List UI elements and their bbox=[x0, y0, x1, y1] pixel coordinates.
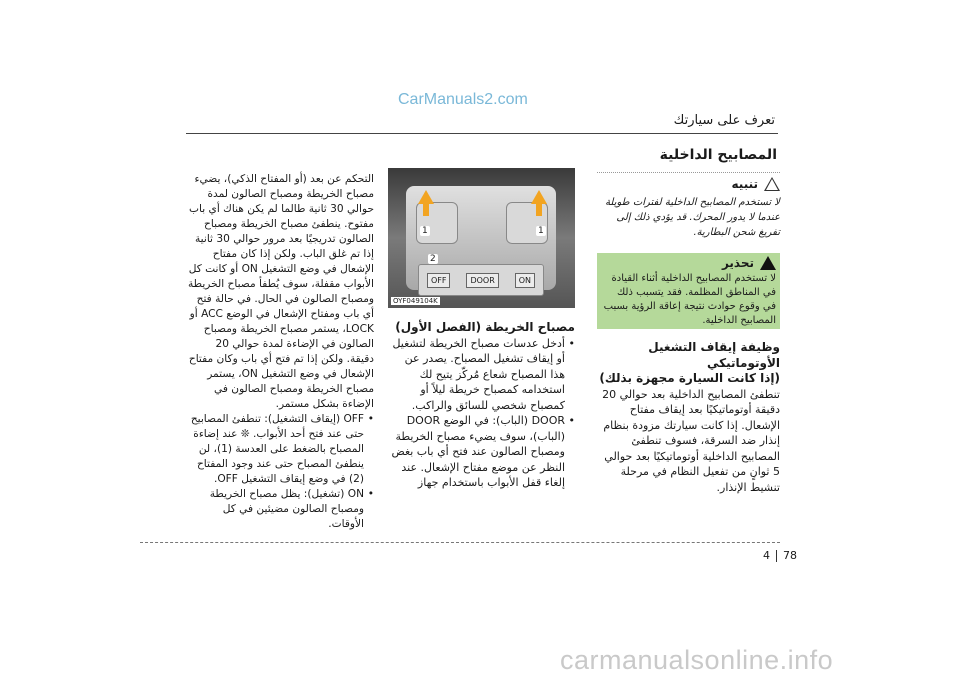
warning-title: تحذير bbox=[721, 256, 754, 270]
lamp-switch bbox=[418, 264, 544, 296]
mode-bullet-off: • OFF (إيقاف التشغيل): تنطفئ المصابيح حتى عند فتح أحد الأبواب. ❊ عند إضاءة المصباح بالضغط على العدسة (1)، لن ينطفئ المصباح حتى عند وجود المفتاح (2) في وضع إيقاف التشغيل OFF. bbox=[186, 412, 364, 487]
auto-off-subtitle-line2: (إذا كانت السيارة مجهزة بذلك) bbox=[599, 371, 780, 385]
callout-lens-left: 1 bbox=[422, 226, 428, 236]
callout-switch: 2 bbox=[430, 254, 436, 264]
warning-triangle-icon bbox=[760, 256, 776, 270]
switch-on: ON bbox=[515, 273, 535, 288]
mode-bullets bbox=[186, 412, 374, 532]
watermark-top: CarManuals2.com bbox=[398, 91, 528, 108]
left-column bbox=[186, 172, 374, 532]
arrow-up-icon bbox=[531, 190, 547, 204]
section-title: المصابيح الداخلية bbox=[659, 147, 777, 163]
page-number-value: 78 bbox=[783, 549, 797, 562]
auto-off-subtitle-line1: وظيفة إيقاف التشغيل الأوتوماتيكي bbox=[648, 340, 780, 370]
caution-triangle-icon bbox=[764, 177, 780, 191]
switch-off: OFF bbox=[427, 273, 451, 288]
callout-lens-right: 1 bbox=[538, 226, 544, 236]
map-lamp-photo bbox=[388, 168, 575, 308]
footer-rule bbox=[140, 542, 780, 543]
switch-door: DOOR bbox=[466, 273, 498, 288]
map-lamp-bullet-lens: • أدخل عدسات مصباح الخريطة لتشغيل أو إيقاف تشغيل المصباح. يصدر عن هذا المصباح شعاع مُركّز يتيح لك استخدامه كمصباح خريطة ليلاً أو كمصباح شخصي للسائق والراكب. bbox=[388, 336, 565, 414]
arrow-stem bbox=[423, 204, 429, 216]
map-lamp-bullet-door: • DOOR (الباب): في الوضع DOOR (الباب)، سوف يضيء مصباح الخريطة ومصباح الصالون عند فتح أي باب بغض النظر عن موضع مفتاح الإشعال. عند إلغاء قفل الأبواب باستخدام جهاز bbox=[388, 413, 565, 491]
arrow-up-icon bbox=[418, 190, 434, 204]
page-number bbox=[763, 549, 797, 562]
figure-code: OYF049104K bbox=[393, 297, 438, 305]
auto-off-body: تنطفئ المصابيح الداخلية بعد حوالي 20 دقيقة أوتوماتيكيًا بعد إيقاف مفتاح الإشعال. إذا كانت سيارتك مزودة بنظام إنذار ضد السرقة، فسوف تنطفئ المصابيح الداخلية أوتوماتيكيًا بعد حوالي 5 ثوانٍ من تفعيل النظام في مرحلة تنشيط الإنذار. bbox=[602, 387, 780, 494]
map-lamp-bullets bbox=[388, 336, 575, 491]
warning-header bbox=[601, 256, 776, 270]
map-lamp-subtitle: مصباح الخريطة (الفصل الأول) bbox=[395, 320, 575, 334]
chapter-number: 4 bbox=[763, 549, 770, 562]
watermark-bottom: carmanualsonline.info bbox=[560, 645, 834, 675]
header-rule bbox=[186, 133, 778, 134]
page-separator bbox=[776, 550, 777, 562]
notice-header bbox=[597, 177, 780, 191]
door-mode-continued: التحكم عن بعد (أو المفتاح الذكي)، يضيء مصباح الخريطة ومصباح الصالون لمدة حوالي 30 ثانية طالما لم يكن هناك أي باب مفتوح. ينطفئ مصباح الخريطة ومصباح الصالون تدريجيًا بعد مرور حوالي 30 ثانية إذا تم غلق الباب. ولكن إذا كان مفتاح الإشعال في وضع التشغيل ON أو كانت كل الأبواب مقفلة، سوف يُطفأ مصباح الخريطة ومصباح الصالون في الحال. في حالة فتح أي باب ومفتاح الإشعال في الوضع ACC أو LOCK، يستمر مصباح الخريطة ومصباح الصالون في الإضاءة لمدة حوالي 20 دقيقة. ولكن إذا تم فتح أي باب وكان مفتاح الإشعال في وضع التشغيل ON، يستمر مصباح الخريطة ومصباح الصالون في الإضاءة بشكل مستمر. bbox=[187, 173, 374, 410]
arrow-stem bbox=[536, 204, 542, 216]
notice-title: تنبيه bbox=[731, 177, 758, 191]
right-column bbox=[597, 340, 780, 495]
notice-body: لا تستخدم المصابيح الداخلية لفترات طويلة عندما لا يدور المحرك. قد يؤدي ذلك إلى تفريغ شحن البطارية. bbox=[605, 197, 780, 238]
chapter-title: تعرف على سيارتك bbox=[673, 113, 775, 128]
middle-column bbox=[388, 320, 575, 491]
mode-bullet-on: • ON (تشغيل): يظل مصباح الخريطة ومصباح الصالون مضيئين في كل الأوقات. bbox=[186, 487, 364, 532]
warning-box bbox=[597, 253, 780, 329]
notice-box bbox=[597, 172, 780, 249]
warning-body: لا تستخدم المصابيح الداخلية أثناء القيادة في المناطق المظلمة. فقد يتسبب ذلك في وقوع حوادث نتيجة إعاقة الرؤية بسبب المصابيح الداخلية. bbox=[603, 273, 776, 326]
